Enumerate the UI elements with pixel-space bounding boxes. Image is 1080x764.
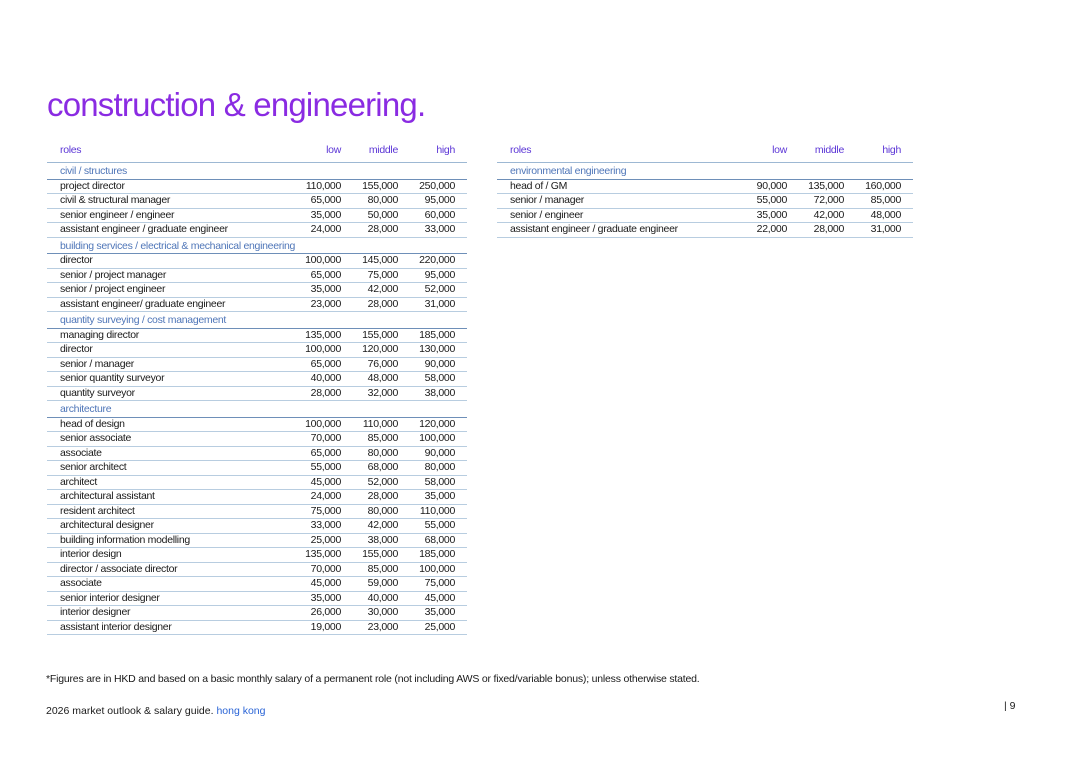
middle-cell: 42,000: [341, 283, 398, 298]
low-cell: 70,000: [277, 562, 341, 577]
role-cell: assistant engineer/ graduate engineer: [47, 297, 277, 312]
spacer-cell: [455, 254, 467, 269]
role-cell: assistant interior designer: [47, 620, 277, 635]
middle-cell: 85,000: [341, 562, 398, 577]
high-cell: 95,000: [398, 194, 455, 209]
high-cell: 80,000: [398, 461, 455, 476]
table-header-row: [497, 143, 913, 163]
table-row: [47, 372, 467, 387]
header-middle: middle: [341, 143, 398, 163]
low-cell: 22,000: [723, 223, 787, 238]
footnote: *Figures are in HKD and based on a basic monthly salary of a permanent role (not including AWS or fixed/variable bonus); unless otherwise stated.: [46, 673, 700, 685]
role-cell: architectural designer: [47, 519, 277, 534]
spacer-cell: [455, 548, 467, 563]
table-row: [497, 194, 913, 209]
table-body: [497, 163, 913, 238]
table-row: [497, 179, 913, 194]
role-cell: director: [47, 254, 277, 269]
middle-cell: 40,000: [341, 591, 398, 606]
table-row: [47, 461, 467, 476]
table-row: [497, 223, 913, 238]
role-cell: senior associate: [47, 432, 277, 447]
spacer-cell: [455, 417, 467, 432]
role-cell: senior / manager: [497, 194, 723, 209]
table-row: [47, 519, 467, 534]
high-cell: 38,000: [398, 386, 455, 401]
role-cell: senior / engineer: [497, 208, 723, 223]
middle-cell: 145,000: [341, 254, 398, 269]
spacer-cell: [455, 179, 467, 194]
role-cell: senior interior designer: [47, 591, 277, 606]
low-cell: 45,000: [277, 577, 341, 592]
low-cell: 135,000: [277, 548, 341, 563]
header-middle: middle: [787, 143, 844, 163]
high-cell: 55,000: [398, 519, 455, 534]
table-header-row: [47, 143, 467, 163]
section-title: environmental engineering: [497, 163, 913, 180]
middle-cell: 28,000: [787, 223, 844, 238]
high-cell: 100,000: [398, 432, 455, 447]
table-row: [47, 475, 467, 490]
salary-table-left: [47, 143, 467, 635]
role-cell: quantity surveyor: [47, 386, 277, 401]
high-cell: 90,000: [398, 446, 455, 461]
footer-region: hong kong: [216, 705, 266, 717]
middle-cell: 85,000: [341, 432, 398, 447]
header-spacer: [901, 143, 913, 163]
section-title: civil / structures: [47, 163, 467, 180]
spacer-cell: [455, 328, 467, 343]
role-cell: resident architect: [47, 504, 277, 519]
high-cell: 33,000: [398, 223, 455, 238]
middle-cell: 80,000: [341, 504, 398, 519]
spacer-cell: [455, 297, 467, 312]
low-cell: 40,000: [277, 372, 341, 387]
spacer-cell: [455, 268, 467, 283]
low-cell: 65,000: [277, 194, 341, 209]
middle-cell: 28,000: [341, 223, 398, 238]
header-high: high: [398, 143, 455, 163]
high-cell: 100,000: [398, 562, 455, 577]
table-row: [47, 194, 467, 209]
middle-cell: 30,000: [341, 606, 398, 621]
spacer-cell: [455, 591, 467, 606]
table-row: [47, 386, 467, 401]
middle-cell: 110,000: [341, 417, 398, 432]
role-cell: senior / project manager: [47, 268, 277, 283]
section-header-row: [47, 237, 467, 254]
table-row: [47, 223, 467, 238]
middle-cell: 48,000: [341, 372, 398, 387]
spacer-cell: [455, 446, 467, 461]
header-low: low: [723, 143, 787, 163]
table-row: [47, 283, 467, 298]
role-cell: director / associate director: [47, 562, 277, 577]
low-cell: 45,000: [277, 475, 341, 490]
table-row: [47, 446, 467, 461]
spacer-cell: [901, 194, 913, 209]
low-cell: 90,000: [723, 179, 787, 194]
middle-cell: 50,000: [341, 208, 398, 223]
middle-cell: 80,000: [341, 446, 398, 461]
role-cell: associate: [47, 577, 277, 592]
middle-cell: 76,000: [341, 357, 398, 372]
low-cell: 100,000: [277, 417, 341, 432]
table-row: [47, 268, 467, 283]
low-cell: 35,000: [277, 208, 341, 223]
section-title: quantity surveying / cost management: [47, 312, 467, 329]
header-roles: roles: [497, 143, 723, 163]
low-cell: 26,000: [277, 606, 341, 621]
role-cell: assistant engineer / graduate engineer: [497, 223, 723, 238]
middle-cell: 155,000: [341, 548, 398, 563]
low-cell: 35,000: [277, 283, 341, 298]
high-cell: 52,000: [398, 283, 455, 298]
section-header-row: [497, 163, 913, 180]
spacer-cell: [455, 223, 467, 238]
low-cell: 25,000: [277, 533, 341, 548]
header-low: low: [277, 143, 341, 163]
middle-cell: 28,000: [341, 490, 398, 505]
role-cell: civil & structural manager: [47, 194, 277, 209]
low-cell: 35,000: [723, 208, 787, 223]
low-cell: 75,000: [277, 504, 341, 519]
role-cell: building information modelling: [47, 533, 277, 548]
low-cell: 28,000: [277, 386, 341, 401]
low-cell: 24,000: [277, 223, 341, 238]
middle-cell: 155,000: [341, 328, 398, 343]
low-cell: 55,000: [277, 461, 341, 476]
high-cell: 120,000: [398, 417, 455, 432]
middle-cell: 59,000: [341, 577, 398, 592]
spacer-cell: [455, 194, 467, 209]
table-row: [47, 417, 467, 432]
spacer-cell: [455, 519, 467, 534]
high-cell: 31,000: [398, 297, 455, 312]
role-cell: assistant engineer / graduate engineer: [47, 223, 277, 238]
low-cell: 100,000: [277, 343, 341, 358]
high-cell: 68,000: [398, 533, 455, 548]
table-row: [47, 357, 467, 372]
role-cell: interior designer: [47, 606, 277, 621]
table-row: [47, 620, 467, 635]
high-cell: 250,000: [398, 179, 455, 194]
table-row: [47, 504, 467, 519]
spacer-cell: [455, 504, 467, 519]
spacer-cell: [455, 606, 467, 621]
middle-cell: 80,000: [341, 194, 398, 209]
role-cell: associate: [47, 446, 277, 461]
middle-cell: 75,000: [341, 268, 398, 283]
low-cell: 65,000: [277, 268, 341, 283]
spacer-cell: [455, 357, 467, 372]
role-cell: head of / GM: [497, 179, 723, 194]
salary-table-right: [497, 143, 913, 238]
high-cell: 130,000: [398, 343, 455, 358]
spacer-cell: [455, 533, 467, 548]
role-cell: architectural assistant: [47, 490, 277, 505]
role-cell: managing director: [47, 328, 277, 343]
table-row: [47, 208, 467, 223]
spacer-cell: [901, 223, 913, 238]
middle-cell: 38,000: [341, 533, 398, 548]
spacer-cell: [455, 475, 467, 490]
footer: [46, 705, 265, 717]
role-cell: head of design: [47, 417, 277, 432]
high-cell: 110,000: [398, 504, 455, 519]
high-cell: 45,000: [398, 591, 455, 606]
role-cell: director: [47, 343, 277, 358]
middle-cell: 32,000: [341, 386, 398, 401]
low-cell: 135,000: [277, 328, 341, 343]
table-row: [47, 490, 467, 505]
high-cell: 75,000: [398, 577, 455, 592]
spacer-cell: [455, 562, 467, 577]
low-cell: 100,000: [277, 254, 341, 269]
role-cell: senior / project engineer: [47, 283, 277, 298]
low-cell: 19,000: [277, 620, 341, 635]
section-header-row: [47, 312, 467, 329]
spacer-cell: [455, 461, 467, 476]
spacer-cell: [455, 283, 467, 298]
page-title: construction & engineering.: [47, 86, 426, 123]
middle-cell: 135,000: [787, 179, 844, 194]
low-cell: 65,000: [277, 446, 341, 461]
table-row: [47, 343, 467, 358]
spacer-cell: [455, 372, 467, 387]
high-cell: 185,000: [398, 328, 455, 343]
middle-cell: 72,000: [787, 194, 844, 209]
spacer-cell: [455, 490, 467, 505]
table-body: [47, 163, 467, 635]
table-row: [47, 548, 467, 563]
role-cell: senior engineer / engineer: [47, 208, 277, 223]
role-cell: architect: [47, 475, 277, 490]
table-row: [47, 254, 467, 269]
middle-cell: 28,000: [341, 297, 398, 312]
middle-cell: 23,000: [341, 620, 398, 635]
high-cell: 60,000: [398, 208, 455, 223]
high-cell: 58,000: [398, 372, 455, 387]
middle-cell: 68,000: [341, 461, 398, 476]
table-row: [47, 328, 467, 343]
middle-cell: 155,000: [341, 179, 398, 194]
spacer-cell: [455, 386, 467, 401]
low-cell: 33,000: [277, 519, 341, 534]
table-row: [47, 606, 467, 621]
high-cell: 185,000: [398, 548, 455, 563]
high-cell: 25,000: [398, 620, 455, 635]
spacer-cell: [455, 620, 467, 635]
spacer-cell: [455, 208, 467, 223]
low-cell: 110,000: [277, 179, 341, 194]
table-row: [47, 432, 467, 447]
high-cell: 31,000: [844, 223, 901, 238]
section-header-row: [47, 163, 467, 180]
table-row: [497, 208, 913, 223]
low-cell: 35,000: [277, 591, 341, 606]
header-roles: roles: [47, 143, 277, 163]
middle-cell: 52,000: [341, 475, 398, 490]
high-cell: 160,000: [844, 179, 901, 194]
high-cell: 90,000: [398, 357, 455, 372]
high-cell: 85,000: [844, 194, 901, 209]
table-row: [47, 179, 467, 194]
high-cell: 48,000: [844, 208, 901, 223]
low-cell: 65,000: [277, 357, 341, 372]
spacer-cell: [901, 179, 913, 194]
spacer-cell: [901, 208, 913, 223]
high-cell: 220,000: [398, 254, 455, 269]
middle-cell: 42,000: [787, 208, 844, 223]
table-row: [47, 577, 467, 592]
section-title: building services / electrical & mechanical engineering: [47, 237, 467, 254]
low-cell: 70,000: [277, 432, 341, 447]
role-cell: senior / manager: [47, 357, 277, 372]
role-cell: senior architect: [47, 461, 277, 476]
table-row: [47, 297, 467, 312]
middle-cell: 42,000: [341, 519, 398, 534]
spacer-cell: [455, 432, 467, 447]
table-row: [47, 533, 467, 548]
header-high: high: [844, 143, 901, 163]
low-cell: 23,000: [277, 297, 341, 312]
footer-guide-title: 2026 market outlook & salary guide.: [46, 705, 214, 717]
table-row: [47, 591, 467, 606]
section-header-row: [47, 401, 467, 418]
middle-cell: 120,000: [341, 343, 398, 358]
spacer-cell: [455, 577, 467, 592]
high-cell: 58,000: [398, 475, 455, 490]
spacer-cell: [455, 343, 467, 358]
high-cell: 35,000: [398, 490, 455, 505]
high-cell: 95,000: [398, 268, 455, 283]
table-row: [47, 562, 467, 577]
header-spacer: [455, 143, 467, 163]
role-cell: project director: [47, 179, 277, 194]
section-title: architecture: [47, 401, 467, 418]
low-cell: 24,000: [277, 490, 341, 505]
role-cell: interior design: [47, 548, 277, 563]
high-cell: 35,000: [398, 606, 455, 621]
low-cell: 55,000: [723, 194, 787, 209]
page-number: | 9: [1004, 700, 1016, 712]
role-cell: senior quantity surveyor: [47, 372, 277, 387]
